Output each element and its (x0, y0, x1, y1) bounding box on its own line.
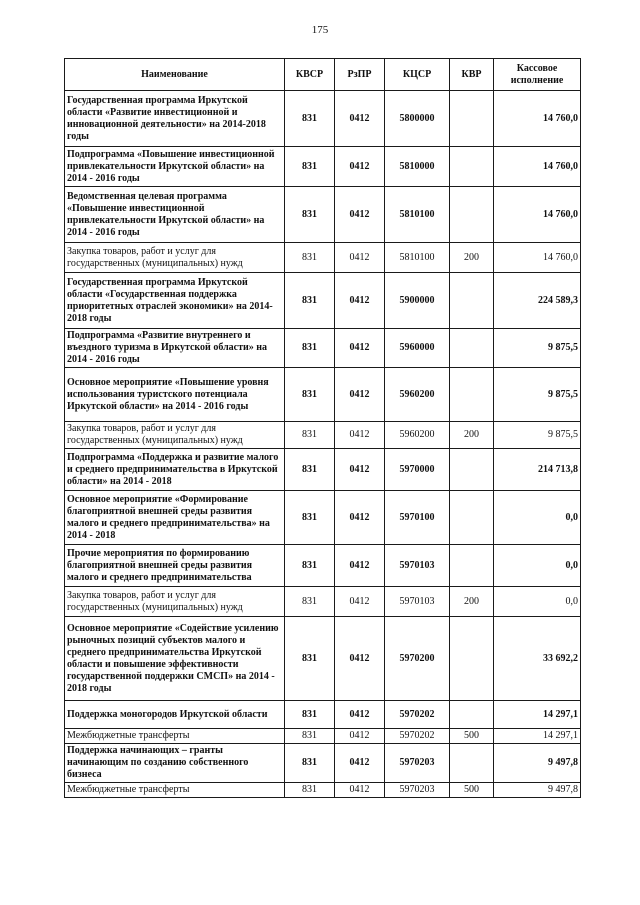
cell-name: Прочие мероприятия по формированию благоприятной внешней среды развития малого и среднего предпринимательства (65, 545, 285, 587)
cell-name: Поддержка начинающих – гранты начинающим по созданию собственного бизнеса (65, 744, 285, 783)
cell-kcsr: 5970100 (385, 491, 450, 545)
cell-kvr (450, 147, 494, 187)
cell-kcsr: 5960200 (385, 422, 450, 449)
cell-kvr (450, 545, 494, 587)
cell-kvsr: 831 (285, 243, 335, 273)
cell-amount: 0,0 (494, 545, 581, 587)
cell-amount: 14 297,1 (494, 729, 581, 744)
cell-kvr (450, 617, 494, 701)
cell-rzpr: 0412 (335, 329, 385, 368)
cell-rzpr: 0412 (335, 243, 385, 273)
cell-amount: 9 875,5 (494, 329, 581, 368)
table-row (65, 729, 581, 744)
cell-rzpr: 0412 (335, 617, 385, 701)
table-row (65, 329, 581, 368)
cell-name: Подпрограмма «Развитие внутреннего и въездного туризма в Иркутской области» на 2014 - 2016 годы (65, 329, 285, 368)
cell-kvr: 500 (450, 783, 494, 798)
cell-kcsr: 5970000 (385, 449, 450, 491)
cell-kvr (450, 744, 494, 783)
cell-kcsr: 5960000 (385, 329, 450, 368)
cell-name: Поддержка моногородов Иркутской области (65, 701, 285, 729)
cell-amount: 14 760,0 (494, 187, 581, 243)
cell-kvr: 500 (450, 729, 494, 744)
cell-kvsr: 831 (285, 744, 335, 783)
cell-kvr (450, 187, 494, 243)
cell-amount: 9 875,5 (494, 368, 581, 422)
cell-rzpr: 0412 (335, 729, 385, 744)
cell-kvsr: 831 (285, 587, 335, 617)
cell-rzpr: 0412 (335, 273, 385, 329)
table-header-row (65, 59, 581, 91)
table-row (65, 545, 581, 587)
cell-name: Основное мероприятие «Формирование благоприятной внешней среды развития малого и среднего предпринимательства» на 2014 - 2018 (65, 491, 285, 545)
cell-kvr (450, 329, 494, 368)
cell-amount: 0,0 (494, 491, 581, 545)
cell-amount: 224 589,3 (494, 273, 581, 329)
cell-rzpr: 0412 (335, 91, 385, 147)
cell-amount: 14 297,1 (494, 701, 581, 729)
header-rzpr: РзПР (335, 59, 385, 91)
cell-kvr: 200 (450, 587, 494, 617)
cell-kvsr: 831 (285, 545, 335, 587)
cell-name: Закупка товаров, работ и услуг для государственных (муниципальных) нужд (65, 422, 285, 449)
cell-kcsr: 5810100 (385, 187, 450, 243)
cell-name: Подпрограмма «Поддержка и развитие малого и среднего предпринимательства в Иркутской области» на 2014 - 2018 (65, 449, 285, 491)
cell-kcsr: 5970103 (385, 587, 450, 617)
cell-rzpr: 0412 (335, 422, 385, 449)
cell-kcsr: 5800000 (385, 91, 450, 147)
cell-kvr (450, 701, 494, 729)
table-row (65, 273, 581, 329)
cell-amount: 14 760,0 (494, 91, 581, 147)
cell-kcsr: 5810000 (385, 147, 450, 187)
cell-name: Основное мероприятие «Повышение уровня использования туристского потенциала Иркутской области» на 2014 - 2016 годы (65, 368, 285, 422)
cell-kvr (450, 491, 494, 545)
table-row (65, 449, 581, 491)
table-row (65, 701, 581, 729)
cell-rzpr: 0412 (335, 744, 385, 783)
cell-rzpr: 0412 (335, 783, 385, 798)
cell-kvsr: 831 (285, 783, 335, 798)
cell-kcsr: 5970202 (385, 701, 450, 729)
cell-name: Ведомственная целевая программа «Повышение инвестиционной привлекательности Иркутской области» на 2014 - 2016 годы (65, 187, 285, 243)
table-row (65, 368, 581, 422)
cell-kvsr: 831 (285, 187, 335, 243)
cell-name: Государственная программа Иркутской области «Государственная поддержка приоритетных отраслей экономики» на 2014-2018 годы (65, 273, 285, 329)
cell-kvr: 200 (450, 422, 494, 449)
cell-rzpr: 0412 (335, 449, 385, 491)
cell-kvsr: 831 (285, 91, 335, 147)
table-row (65, 422, 581, 449)
header-kvsr: КВСР (285, 59, 335, 91)
cell-kvr: 200 (450, 243, 494, 273)
cell-kvsr: 831 (285, 329, 335, 368)
cell-amount: 9 875,5 (494, 422, 581, 449)
header-name: Наименование (65, 59, 285, 91)
cell-amount: 214 713,8 (494, 449, 581, 491)
cell-amount: 0,0 (494, 587, 581, 617)
cell-kvsr: 831 (285, 368, 335, 422)
cell-kvsr: 831 (285, 449, 335, 491)
cell-kvsr: 831 (285, 273, 335, 329)
table-row (65, 91, 581, 147)
cell-kvsr: 831 (285, 701, 335, 729)
page-number: 175 (311, 24, 329, 36)
cell-amount: 9 497,8 (494, 783, 581, 798)
cell-kvr (450, 273, 494, 329)
table-row (65, 744, 581, 783)
cell-amount: 14 760,0 (494, 147, 581, 187)
cell-amount: 33 692,2 (494, 617, 581, 701)
cell-name: Межбюджетные трансферты (65, 729, 285, 744)
cell-name: Основное мероприятие «Содействие усилению рыночных позиций субъектов малого и среднего предпринимательства Иркутской области и повышение эффективности государственной поддержки СМСП» на 2014 - 2018 годы (65, 617, 285, 701)
cell-name: Государственная программа Иркутской области «Развитие инвестиционной и инновационной деятельности» на 2014-2018 годы (65, 91, 285, 147)
table-row (65, 587, 581, 617)
cell-kcsr: 5960200 (385, 368, 450, 422)
cell-kvr (450, 91, 494, 147)
budget-table (64, 58, 581, 798)
cell-kvsr: 831 (285, 491, 335, 545)
cell-name: Закупка товаров, работ и услуг для государственных (муниципальных) нужд (65, 243, 285, 273)
cell-kcsr: 5970202 (385, 729, 450, 744)
cell-kvsr: 831 (285, 422, 335, 449)
table-row (65, 617, 581, 701)
cell-kcsr: 5970200 (385, 617, 450, 701)
table-row (65, 491, 581, 545)
header-kcsr: КЦСР (385, 59, 450, 91)
cell-kcsr: 5900000 (385, 273, 450, 329)
cell-name: Межбюджетные трансферты (65, 783, 285, 798)
cell-kvr (450, 368, 494, 422)
cell-kcsr: 5810100 (385, 243, 450, 273)
cell-name: Подпрограмма «Повышение инвестиционной привлекательности Иркутской области» на 2014 - 2016 годы (65, 147, 285, 187)
header-amount: Кассовое исполнение (494, 59, 581, 91)
cell-rzpr: 0412 (335, 491, 385, 545)
cell-amount: 9 497,8 (494, 744, 581, 783)
cell-name: Закупка товаров, работ и услуг для государственных (муниципальных) нужд (65, 587, 285, 617)
cell-kvr (450, 449, 494, 491)
table-row (65, 147, 581, 187)
cell-rzpr: 0412 (335, 187, 385, 243)
table-row (65, 783, 581, 798)
cell-rzpr: 0412 (335, 368, 385, 422)
cell-kcsr: 5970103 (385, 545, 450, 587)
header-kvr: КВР (450, 59, 494, 91)
cell-kvsr: 831 (285, 617, 335, 701)
cell-rzpr: 0412 (335, 587, 385, 617)
cell-rzpr: 0412 (335, 147, 385, 187)
cell-kvsr: 831 (285, 147, 335, 187)
table-row (65, 243, 581, 273)
cell-kvsr: 831 (285, 729, 335, 744)
cell-kcsr: 5970203 (385, 783, 450, 798)
cell-amount: 14 760,0 (494, 243, 581, 273)
cell-rzpr: 0412 (335, 545, 385, 587)
table-row (65, 187, 581, 243)
cell-kcsr: 5970203 (385, 744, 450, 783)
cell-rzpr: 0412 (335, 701, 385, 729)
